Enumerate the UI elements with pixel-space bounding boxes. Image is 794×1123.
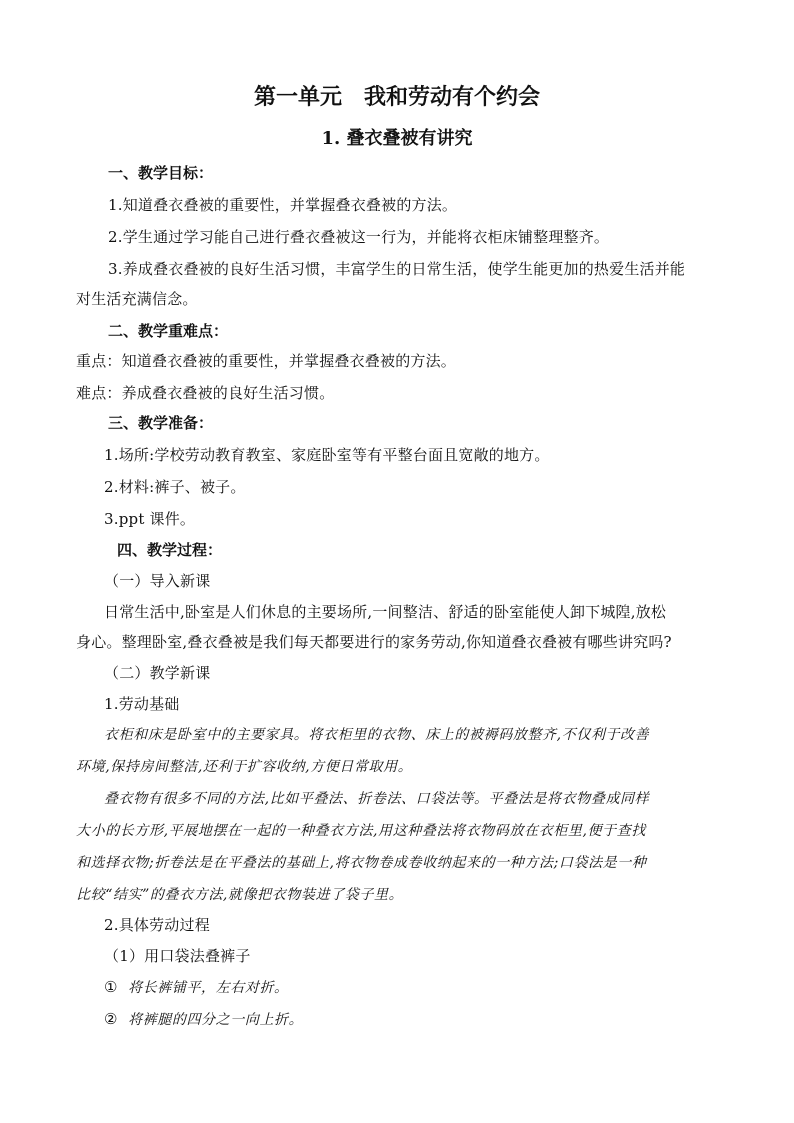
lesson-title: 1. 叠衣叠被有讲究 (321, 128, 473, 149)
step-2-number: ② (104, 1010, 119, 1028)
prep-1: 1.场所:学校劳动教育教室、家庭卧室等有平整台面且宽敞的地方。 (104, 446, 550, 464)
intro-para-line2: 身心。整理卧室,叠衣叠被是我们每天都要进行的家务劳动,你知道叠衣叠被有哪些讲究吗? (76, 633, 672, 651)
basics-para1-line2: 环境,保持房间整洁,还利于扩容收纳,方便日常取用。 (76, 759, 413, 775)
key-point: 重点：知道叠衣叠被的重要性，并掌握叠衣叠被的方法。 (76, 352, 457, 370)
difficult-point: 难点：养成叠衣叠被的良好生活习惯。 (76, 384, 335, 402)
section-heading-process: 四、教学过程： (117, 541, 223, 559)
objective-3-line2: 对生活充满信念。 (76, 290, 198, 308)
labor-process-heading: 2.具体劳动过程 (104, 916, 210, 934)
objective-3-line1: 3.养成叠衣叠被的良好生活习惯，丰富学生的日常生活，使学生能更加的热爱生活并能 (108, 260, 686, 278)
unit-title: 第一单元 我和劳动有个约会 (253, 84, 540, 110)
basics-para2-line3: 和选择衣物;折卷法是在平叠法的基础上,将衣物卷成卷收纳起来的一种方法;口袋法是一种 (76, 855, 647, 871)
basics-para2-line1: 叠衣物有很多不同的方法,比如平叠法、折卷法、口袋法等。平叠法是将衣物叠成同样 (104, 791, 650, 807)
basics-para2-line4: 比较“结实”的叠衣方法,就像把衣物装进了袋子里。 (76, 887, 404, 903)
step-2-text: 将裤腿的四分之一向上折。 (128, 1012, 304, 1028)
objective-1: 1.知道叠衣叠被的重要性，并掌握叠衣叠被的方法。 (108, 196, 458, 214)
subsection-new-lesson: （二）教学新课 (104, 664, 211, 682)
intro-para-line1: 日常生活中,卧室是人们休息的主要场所,一间整洁、舒适的卧室能使人卸下城隍,放松 (104, 603, 667, 621)
labor-basics-heading: 1.劳动基础 (104, 695, 180, 713)
fold-pants-heading: （1）用口袋法叠裤子 (104, 947, 251, 965)
step-1-text: 将长裤铺平，左右对折。 (128, 980, 289, 996)
prep-2: 2.材料:裤子、被子。 (104, 478, 246, 496)
prep-3: 3.ppt 课件。 (104, 510, 196, 528)
basics-para1-line1: 衣柜和床是卧室中的主要家具。将衣柜里的衣物、床上的被褥码放整齐,不仅利于改善 (104, 727, 650, 743)
objective-2: 2.学生通过学习能自己进行叠衣叠被这一行为，并能将衣柜床铺整理整齐。 (108, 228, 610, 246)
step-1 (104, 980, 289, 995)
section-heading-preparation: 三、教学准备： (108, 414, 214, 432)
section-heading-key-points: 二、教学重难点： (108, 322, 229, 340)
basics-para2-line2: 大小的长方形,平展地摆在一起的一种叠衣方法,用这种叠法将衣物码放在衣柜里,便于查找 (76, 823, 646, 839)
step-1-number: ① (104, 978, 119, 996)
step-2 (104, 1012, 303, 1027)
subsection-intro: （一）导入新课 (104, 572, 211, 590)
section-heading-objectives: 一、教学目标： (108, 164, 214, 182)
